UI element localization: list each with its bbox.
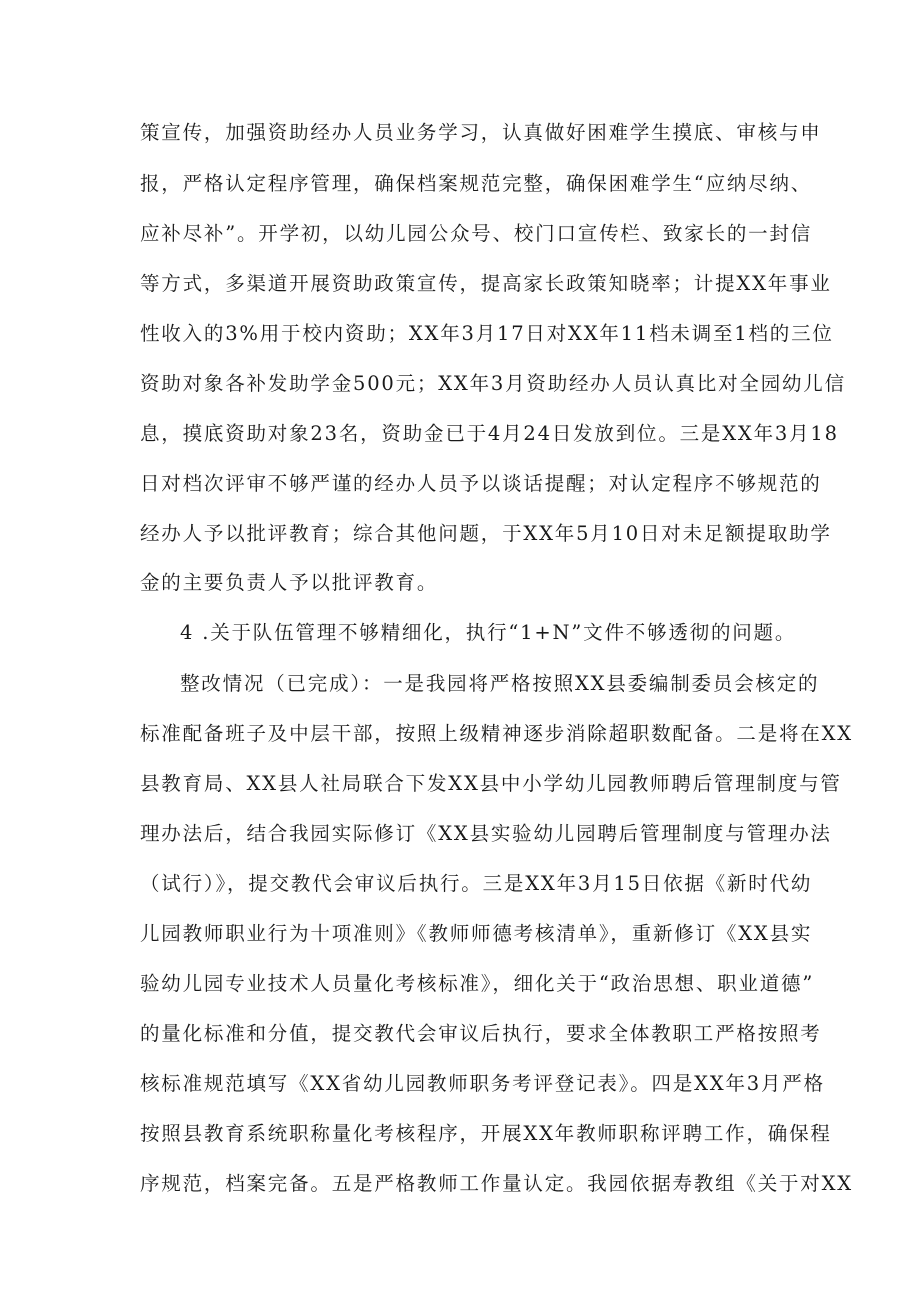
body-text-line: 验幼儿园专业技术人员量化考核标准》，细化关于“政治思想、职业道德” bbox=[140, 972, 815, 995]
body-text-line: 儿园教师职业行为十项准则》《教师师德考核清单》，重新修订《XX县实 bbox=[140, 922, 813, 945]
body-text-line: 序规范，档案完备。五是严格教师工作量认定。我园依据寿教组《关于对XX bbox=[140, 1172, 853, 1195]
body-text-line: 性收入的3%用于校内资助；XX年3月17日对XX年11档未调至1档的三位 bbox=[140, 322, 834, 345]
body-text-line: （试行）》，提交教代会审议后执行。三是XX年3月15日依据《新时代幼 bbox=[140, 872, 813, 895]
body-text-line: 等方式，多渠道开展资助政策宣传，提高家长政策知晓率；计提XX年事业 bbox=[140, 272, 832, 295]
body-text-line: 县教育局、XX县人社局联合下发XX县中小学幼儿园教师聘后管理制度与管 bbox=[140, 772, 842, 795]
body-text-line: 报，严格认定程序管理，确保档案规范完整，确保困难学生“应纳尽纳、 bbox=[140, 172, 813, 195]
body-text-line: 整改情况（已完成）：一是我园将严格按照XX县委编制委员会核定的 bbox=[180, 672, 820, 695]
body-text-line: 的量化标准和分值，提交教代会审议后执行，要求全体教职工严格按照考 bbox=[140, 1022, 822, 1045]
body-text-line: 核标准规范填写《XX省幼儿园教师职务考评登记表》。四是XX年3月严格 bbox=[140, 1072, 825, 1095]
body-text-line: 息，摸底资助对象23名，资助金已于4月24日发放到位。三是XX年3月18 bbox=[140, 422, 839, 445]
section-heading: 4 .关于队伍管理不够精细化，执行“1+N”文件不够透彻的问题。 bbox=[180, 621, 797, 644]
body-text-line: 应补尽补”。开学初，以幼儿园公众号、校门口宣传栏、致家长的一封信 bbox=[140, 222, 813, 245]
body-text-line: 资助对象各补发助学金500元；XX年3月资助经办人员认真比对全园幼儿信 bbox=[140, 372, 846, 395]
body-text-line: 标准配备班子及中层干部，按照上级精神逐步消除超职数配备。二是将在XX bbox=[140, 722, 853, 745]
body-text-line: 日对档次评审不够严谨的经办人员予以谈话提醒；对认定程序不够规范的 bbox=[140, 472, 822, 495]
body-text-line: 理办法后，结合我园实际修订《XX县实验幼儿园聘后管理制度与管理办法 bbox=[140, 822, 832, 845]
body-text-line: 经办人予以批评教育；综合其他问题，于XX年5月10日对未足额提取助学 bbox=[140, 522, 832, 545]
body-text-line: 策宣传，加强资助经办人员业务学习，认真做好困难学生摸底、审核与申 bbox=[140, 121, 822, 144]
body-text-line: 金的主要负责人予以批评教育。 bbox=[140, 571, 439, 594]
body-text-line: 按照县教育系统职称量化考核程序，开展XX年教师职称评聘工作，确保程 bbox=[140, 1122, 832, 1145]
